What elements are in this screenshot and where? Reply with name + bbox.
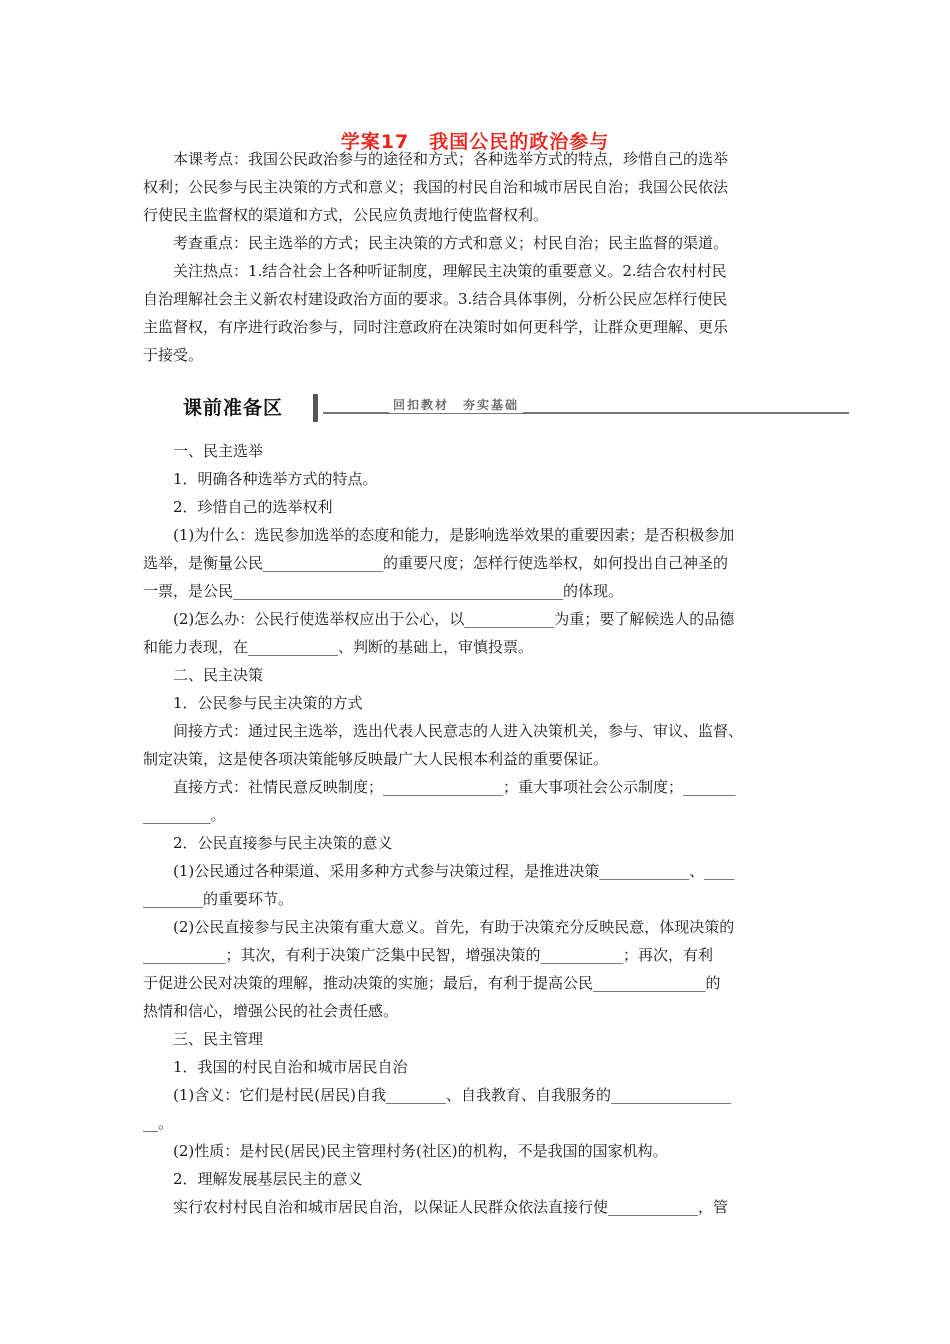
body-line: 1．公民参与民主决策的方式 [173,694,363,712]
body-line: 实行农村村民自治和城市居民自治，以保证人民群众依法直接行使____________，管 [173,1198,729,1216]
body-line: 直接方式：社情民意反映制度；________________；重大事项社会公示制度；_______ [173,778,736,796]
banner-divider [313,394,318,422]
section-banner-subtitle: 回扣教材 夯实基础 [389,396,523,413]
body-line: (1)公民通过各种渠道、采用多种方式参与决策过程，是推进决策____________、____ [173,862,735,880]
body-line: (2)公民直接参与民主决策有重大意义。首先，有助于决策充分反映民意，体现决策的 [173,918,735,936]
body-line: (1)含义：它们是村民(居民)自我________、自我教育、自我服务的________________ [173,1086,731,1104]
body-line: 2．珍惜自己的选举权利 [173,498,333,516]
intro-line: 权利；公民参与民主决策的方式和意义；我国的村民自治和城市居民自治；我国公民依法 [143,178,729,196]
body-line: 热情和信心，增强公民的社会责任感。 [143,1002,399,1020]
intro-line: 于接受。 [143,346,204,364]
intro-line: 主监督权，有序进行政治参与，同时注意政府在决策时如何更科学，让群众更理解、更乐 [143,318,729,336]
section-heading: 三、民主管理 [173,1030,264,1048]
section-banner [173,392,849,424]
body-line: 选举，是衡量公民________________的重要尺度；怎样行使选举权，如何投出自己神圣的 [143,554,729,572]
body-line: (2)性质：是村民(居民)民主管理村务(社区)的机构，不是我国的国家机构。 [173,1142,668,1160]
section-banner-label: 课前准备区 [183,397,284,419]
body-line: 1．明确各种选举方式的特点。 [173,470,378,488]
body-line: 于促进公民对决策的理解，推动决策的实施；最后，有利于提高公民_______________的 [143,974,721,992]
section-heading: 二、民主决策 [173,666,264,684]
body-line: 2．理解发展基层民主的意义 [173,1170,363,1188]
body-line: 制定决策，这是使各项决策能够反映最广大人民根本利益的重要保证。 [143,750,609,768]
page-title: 学案17 我国公民的政治参与 [340,131,610,153]
section-heading: 一、民主选举 [173,442,264,460]
body-line: (1)为什么：选民参加选举的态度和能力，是影响选举效果的重要因素；是否积极参加 [173,526,735,544]
body-line: 一票，是公民____________________________________________的体现。 [143,582,624,600]
body-line: 1．我国的村民自治和城市居民自治 [173,1058,408,1076]
body-line: (2)怎么办：公民行使选举权应出于公心，以____________为重；要了解候选人的品德 [173,610,735,628]
intro-line: 自治理解社会主义新农村建设政治方面的要求。3.结合具体事例，分析公民应怎样行使民 [143,290,728,308]
intro-line: 关注热点：1.结合社会上各种听证制度，理解民主决策的重要意义。2.结合农村村民 [173,262,727,280]
intro-line: 考查重点：民主选举的方式；民主决策的方式和意义；村民自治；民主监督的渠道。 [173,234,729,252]
body-line: 和能力表现，在____________、判断的基础上，审慎投票。 [143,638,534,656]
body-line: ________的重要环节。 [143,890,294,908]
body-line: _________。 [143,806,226,824]
intro-line: 行使民主监督权的渠道和方式，公民应负责地行使监督权利。 [143,206,549,224]
intro-line: 本课考点：我国公民政治参与的途径和方式；各种选举方式的特点，珍惜自己的选举 [173,150,729,168]
body-line: 2．公民直接参与民主决策的意义 [173,834,393,852]
body-line: ___________；其次，有利于决策广泛集中民智，增强决策的___________；再次，有利 [143,946,714,964]
body-line: 间接方式：通过民主选举，选出代表人民意志的人进入决策机关，参与、审议、监督、 [173,722,744,740]
body-line: __。 [143,1114,174,1132]
